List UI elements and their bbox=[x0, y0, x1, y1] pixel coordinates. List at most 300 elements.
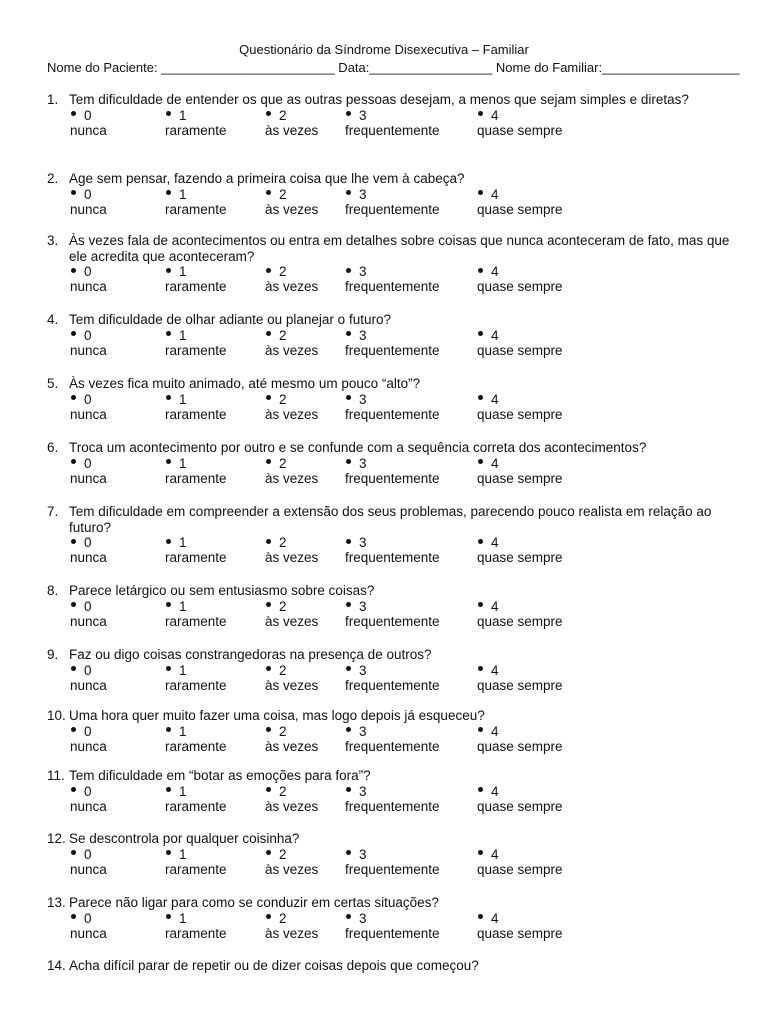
bullet-icon bbox=[346, 268, 351, 273]
bullet-icon bbox=[478, 787, 483, 792]
bullet-icon bbox=[71, 602, 76, 607]
answer-option-2[interactable] bbox=[265, 392, 318, 423]
question-number: 3. bbox=[47, 233, 59, 248]
option-value: 4 bbox=[491, 662, 499, 678]
option-label: às vezes bbox=[265, 798, 319, 814]
answer-option-3[interactable] bbox=[345, 456, 440, 487]
option-value: 2 bbox=[279, 327, 287, 343]
answer-option-3[interactable] bbox=[345, 328, 440, 359]
bullet-icon bbox=[346, 539, 351, 544]
option-value: 2 bbox=[279, 783, 287, 799]
option-label: frequentemente bbox=[345, 613, 440, 629]
bullet-icon bbox=[71, 190, 76, 195]
option-value: 1 bbox=[179, 783, 187, 799]
option-value: 2 bbox=[279, 723, 287, 739]
option-label: frequentemente bbox=[345, 677, 440, 693]
answer-options bbox=[47, 535, 737, 567]
option-value: 3 bbox=[359, 455, 367, 471]
answer-option-3[interactable] bbox=[345, 264, 440, 295]
answer-option-4[interactable] bbox=[477, 456, 563, 487]
option-label: raramente bbox=[165, 550, 227, 565]
option-label: às vezes bbox=[265, 279, 319, 294]
bullet-icon bbox=[478, 395, 483, 400]
answer-options bbox=[47, 847, 737, 879]
option-label: nunca bbox=[70, 342, 107, 358]
option-value: 4 bbox=[491, 723, 499, 739]
option-label: às vezes bbox=[265, 550, 319, 565]
option-value: 0 bbox=[84, 723, 92, 739]
option-label: nunca bbox=[70, 798, 107, 814]
answer-option-4[interactable] bbox=[477, 599, 563, 630]
option-label: raramente bbox=[165, 798, 227, 814]
option-value: 1 bbox=[179, 598, 187, 614]
option-value: 0 bbox=[84, 783, 92, 799]
answer-option-4[interactable] bbox=[477, 328, 563, 359]
option-label: frequentemente bbox=[345, 279, 440, 294]
question-text: Age sem pensar, fazendo a primeira coisa que lhe vem à cabeça? bbox=[69, 171, 465, 186]
answer-option-0[interactable] bbox=[70, 108, 107, 139]
option-value: 4 bbox=[491, 264, 499, 279]
answer-option-1[interactable] bbox=[165, 911, 227, 942]
answer-option-3[interactable] bbox=[345, 599, 440, 630]
option-label: às vezes bbox=[265, 122, 319, 138]
option-label: às vezes bbox=[265, 861, 319, 877]
bullet-icon bbox=[166, 268, 171, 273]
option-value: 3 bbox=[359, 846, 367, 862]
option-label: às vezes bbox=[265, 406, 319, 422]
question-number: 7. bbox=[47, 504, 59, 519]
option-label: às vezes bbox=[265, 738, 319, 754]
question-item bbox=[47, 768, 737, 816]
option-label: quase sempre bbox=[477, 798, 563, 814]
option-label: quase sempre bbox=[477, 201, 563, 217]
answer-option-4[interactable] bbox=[477, 392, 563, 423]
bullet-icon bbox=[478, 914, 483, 919]
question-text: Parece letárgico ou sem entusiasmo sobre coisas? bbox=[69, 583, 375, 598]
option-label: quase sempre bbox=[477, 470, 563, 486]
option-label: quase sempre bbox=[477, 342, 563, 358]
bullet-icon bbox=[266, 539, 271, 544]
question-number: 10. bbox=[47, 708, 66, 723]
answer-option-0[interactable] bbox=[70, 328, 107, 359]
option-value: 3 bbox=[359, 327, 367, 343]
option-value: 2 bbox=[279, 846, 287, 862]
option-label: quase sempre bbox=[477, 613, 563, 629]
answer-option-0[interactable] bbox=[70, 724, 107, 755]
answer-options bbox=[47, 663, 737, 695]
bullet-icon bbox=[478, 190, 483, 195]
answer-option-3[interactable] bbox=[345, 187, 440, 218]
bullet-icon bbox=[346, 727, 351, 732]
option-label: frequentemente bbox=[345, 925, 440, 941]
option-value: 3 bbox=[359, 264, 367, 279]
answer-options bbox=[47, 187, 737, 219]
answer-option-0[interactable] bbox=[70, 187, 107, 218]
option-value: 4 bbox=[491, 327, 499, 343]
bullet-icon bbox=[478, 666, 483, 671]
option-label: quase sempre bbox=[477, 677, 563, 693]
bullet-icon bbox=[478, 602, 483, 607]
question-item bbox=[47, 583, 737, 631]
bullet-icon bbox=[266, 459, 271, 464]
option-value: 4 bbox=[491, 391, 499, 407]
bullet-icon bbox=[346, 914, 351, 919]
question-number: 1. bbox=[47, 92, 59, 107]
option-value: 1 bbox=[179, 264, 187, 279]
bullet-icon bbox=[346, 395, 351, 400]
answer-option-4[interactable] bbox=[477, 663, 563, 694]
option-label: frequentemente bbox=[345, 406, 440, 422]
option-value: 0 bbox=[84, 391, 92, 407]
page-title: Questionário da Síndrome Disexecutiva – Familiar bbox=[239, 42, 529, 57]
option-value: 1 bbox=[179, 910, 187, 926]
option-value: 0 bbox=[84, 455, 92, 471]
answer-option-0[interactable] bbox=[70, 663, 107, 694]
option-label: nunca bbox=[70, 677, 107, 693]
bullet-icon bbox=[166, 331, 171, 336]
bullet-icon bbox=[71, 727, 76, 732]
option-label: frequentemente bbox=[345, 798, 440, 814]
answer-option-0[interactable] bbox=[70, 456, 107, 487]
answer-option-0[interactable] bbox=[70, 599, 107, 630]
bullet-icon bbox=[478, 727, 483, 732]
bullet-icon bbox=[166, 914, 171, 919]
question-text: Tem dificuldade de entender os que as outras pessoas desejam, a menos que sejam simples e diretas? bbox=[69, 92, 689, 107]
answer-option-4[interactable] bbox=[477, 187, 563, 218]
question-text: Parece não ligar para como se conduzir em certas situações? bbox=[69, 895, 439, 910]
answer-option-0[interactable] bbox=[70, 392, 107, 423]
option-value: 3 bbox=[359, 186, 367, 202]
question-text: Às vezes fala de acontecimentos ou entra em detalhes sobre coisas que nunca aconteceram de fato, mas que ele acredita que aconteceram? bbox=[69, 233, 730, 264]
option-label: raramente bbox=[165, 201, 227, 217]
bullet-icon bbox=[71, 111, 76, 116]
option-value: 1 bbox=[179, 107, 187, 123]
bullet-icon bbox=[266, 850, 271, 855]
answer-option-3[interactable] bbox=[345, 108, 440, 139]
option-label: às vezes bbox=[265, 470, 319, 486]
option-label: quase sempre bbox=[477, 122, 563, 138]
question-number: 11. bbox=[47, 768, 65, 783]
bullet-icon bbox=[266, 914, 271, 919]
bullet-icon bbox=[71, 459, 76, 464]
answer-option-1[interactable] bbox=[165, 724, 227, 755]
option-label: quase sempre bbox=[477, 861, 563, 877]
option-value: 0 bbox=[84, 662, 92, 678]
answer-option-1[interactable] bbox=[165, 328, 227, 359]
option-value: 3 bbox=[359, 535, 367, 550]
option-value: 2 bbox=[279, 910, 287, 926]
question-item bbox=[47, 895, 737, 943]
answer-options bbox=[47, 108, 737, 140]
answer-option-2[interactable] bbox=[265, 847, 318, 878]
bullet-icon bbox=[71, 666, 76, 671]
question-item bbox=[47, 171, 737, 219]
answer-option-0[interactable] bbox=[70, 535, 107, 566]
bullet-icon bbox=[166, 190, 171, 195]
bullet-icon bbox=[266, 190, 271, 195]
option-label: nunca bbox=[70, 861, 107, 877]
bullet-icon bbox=[166, 727, 171, 732]
option-label: quase sempre bbox=[477, 550, 563, 565]
option-value: 4 bbox=[491, 186, 499, 202]
option-value: 1 bbox=[179, 535, 187, 550]
question-item bbox=[47, 708, 737, 756]
option-label: às vezes bbox=[265, 925, 319, 941]
option-label: nunca bbox=[70, 925, 107, 941]
option-label: nunca bbox=[70, 201, 107, 217]
option-label: nunca bbox=[70, 613, 107, 629]
option-label: frequentemente bbox=[345, 122, 440, 138]
answer-option-3[interactable] bbox=[345, 911, 440, 942]
option-value: 2 bbox=[279, 535, 287, 550]
option-value: 3 bbox=[359, 598, 367, 614]
question-number: 9. bbox=[47, 647, 59, 662]
answer-options bbox=[47, 328, 737, 360]
question-text: Tem dificuldade em “botar as emoções para fora”? bbox=[69, 768, 371, 783]
answer-option-1[interactable] bbox=[165, 599, 227, 630]
option-label: frequentemente bbox=[345, 738, 440, 754]
option-label: frequentemente bbox=[345, 861, 440, 877]
option-label: quase sempre bbox=[477, 406, 563, 422]
option-value: 2 bbox=[279, 264, 287, 279]
question-item bbox=[47, 312, 737, 360]
option-label: raramente bbox=[165, 613, 227, 629]
bullet-icon bbox=[478, 459, 483, 464]
answer-option-2[interactable] bbox=[265, 911, 318, 942]
answer-option-2[interactable] bbox=[265, 108, 318, 139]
answer-option-3[interactable] bbox=[345, 724, 440, 755]
question-number: 13. bbox=[47, 895, 66, 910]
option-value: 2 bbox=[279, 186, 287, 202]
option-label: quase sempre bbox=[477, 738, 563, 754]
bullet-icon bbox=[166, 850, 171, 855]
bullet-icon bbox=[266, 602, 271, 607]
answer-options bbox=[47, 392, 737, 424]
answer-option-3[interactable] bbox=[345, 784, 440, 815]
question-number: 8. bbox=[47, 583, 59, 598]
option-value: 1 bbox=[179, 455, 187, 471]
option-value: 1 bbox=[179, 723, 187, 739]
question-text: Se descontrola por qualquer coisinha? bbox=[69, 831, 300, 846]
option-label: raramente bbox=[165, 470, 227, 486]
answer-option-4[interactable] bbox=[477, 264, 563, 295]
bullet-icon bbox=[346, 666, 351, 671]
option-label: raramente bbox=[165, 738, 227, 754]
question-number: 6. bbox=[47, 440, 59, 455]
answer-option-0[interactable] bbox=[70, 784, 107, 815]
bullet-icon bbox=[71, 787, 76, 792]
bullet-icon bbox=[266, 331, 271, 336]
answer-option-2[interactable] bbox=[265, 535, 318, 566]
answer-option-4[interactable] bbox=[477, 108, 563, 139]
option-label: quase sempre bbox=[477, 925, 563, 941]
answer-option-4[interactable] bbox=[477, 535, 563, 566]
option-value: 0 bbox=[84, 910, 92, 926]
question-text: Troca um acontecimento por outro e se confunde com a sequência correta dos acontecimentos? bbox=[69, 440, 647, 455]
answer-option-3[interactable] bbox=[345, 663, 440, 694]
answer-option-3[interactable] bbox=[345, 392, 440, 423]
question-text: Tem dificuldade de olhar adiante ou planejar o futuro? bbox=[69, 312, 391, 327]
bullet-icon bbox=[346, 190, 351, 195]
bullet-icon bbox=[71, 914, 76, 919]
option-label: nunca bbox=[70, 550, 107, 565]
question-item bbox=[47, 831, 737, 879]
bullet-icon bbox=[166, 459, 171, 464]
option-label: nunca bbox=[70, 738, 107, 754]
answer-option-4[interactable] bbox=[477, 847, 563, 878]
bullet-icon bbox=[71, 850, 76, 855]
answer-option-1[interactable] bbox=[165, 784, 227, 815]
question-text: Tem dificuldade em compreender a extensão dos seus problemas, parecendo pouco realista em relação ao futuro? bbox=[69, 504, 712, 535]
option-label: raramente bbox=[165, 122, 227, 138]
answer-option-2[interactable] bbox=[265, 264, 318, 295]
option-value: 4 bbox=[491, 535, 499, 550]
option-label: raramente bbox=[165, 861, 227, 877]
question-number: 12. bbox=[47, 831, 66, 846]
bullet-icon bbox=[266, 268, 271, 273]
option-value: 3 bbox=[359, 783, 367, 799]
question-item bbox=[47, 376, 737, 424]
option-label: frequentemente bbox=[345, 201, 440, 217]
answer-option-1[interactable] bbox=[165, 392, 227, 423]
option-value: 2 bbox=[279, 455, 287, 471]
bullet-icon bbox=[266, 727, 271, 732]
option-value: 3 bbox=[359, 910, 367, 926]
option-value: 4 bbox=[491, 846, 499, 862]
option-value: 0 bbox=[84, 846, 92, 862]
bullet-icon bbox=[478, 539, 483, 544]
answer-option-1[interactable] bbox=[165, 264, 227, 295]
bullet-icon bbox=[71, 539, 76, 544]
option-value: 1 bbox=[179, 327, 187, 343]
bullet-icon bbox=[346, 459, 351, 464]
option-label: frequentemente bbox=[345, 550, 440, 565]
bullet-icon bbox=[71, 331, 76, 336]
option-label: às vezes bbox=[265, 677, 319, 693]
answer-option-2[interactable] bbox=[265, 328, 318, 359]
option-value: 3 bbox=[359, 723, 367, 739]
option-value: 4 bbox=[491, 910, 499, 926]
question-item bbox=[47, 647, 737, 695]
option-label: nunca bbox=[70, 122, 107, 138]
answer-options bbox=[47, 264, 737, 296]
answer-options bbox=[47, 784, 737, 816]
option-label: nunca bbox=[70, 470, 107, 486]
answer-option-1[interactable] bbox=[165, 535, 227, 566]
question-item bbox=[47, 504, 737, 567]
question-text: Faz ou digo coisas constrangedoras na presença de outros? bbox=[69, 647, 432, 662]
bullet-icon bbox=[166, 666, 171, 671]
answer-option-4[interactable] bbox=[477, 911, 563, 942]
bullet-icon bbox=[266, 666, 271, 671]
answer-option-3[interactable] bbox=[345, 535, 440, 566]
answer-option-4[interactable] bbox=[477, 724, 563, 755]
answer-option-2[interactable] bbox=[265, 456, 318, 487]
option-value: 2 bbox=[279, 391, 287, 407]
question-item bbox=[47, 92, 737, 140]
bullet-icon bbox=[71, 395, 76, 400]
answer-option-0[interactable] bbox=[70, 911, 107, 942]
answer-option-1[interactable] bbox=[165, 456, 227, 487]
answer-option-0[interactable] bbox=[70, 264, 107, 295]
answer-option-2[interactable] bbox=[265, 187, 318, 218]
answer-options bbox=[47, 724, 737, 756]
option-label: nunca bbox=[70, 406, 107, 422]
option-label: raramente bbox=[165, 925, 227, 941]
option-label: nunca bbox=[70, 279, 107, 294]
option-value: 1 bbox=[179, 662, 187, 678]
option-value: 0 bbox=[84, 264, 92, 279]
question-item bbox=[47, 440, 737, 488]
answer-option-2[interactable] bbox=[265, 663, 318, 694]
option-label: frequentemente bbox=[345, 342, 440, 358]
option-label: frequentemente bbox=[345, 470, 440, 486]
bullet-icon bbox=[166, 539, 171, 544]
question-number: 2. bbox=[47, 171, 59, 186]
option-value: 0 bbox=[84, 598, 92, 614]
option-value: 0 bbox=[84, 535, 92, 550]
answer-options bbox=[47, 456, 737, 488]
option-value: 2 bbox=[279, 598, 287, 614]
question-text: Às vezes fica muito animado, até mesmo um pouco “alto”? bbox=[69, 376, 421, 391]
option-label: raramente bbox=[165, 279, 227, 294]
answer-option-1[interactable] bbox=[165, 108, 227, 139]
bullet-icon bbox=[346, 111, 351, 116]
option-value: 0 bbox=[84, 107, 92, 123]
bullet-icon bbox=[346, 850, 351, 855]
question-number: 5. bbox=[47, 376, 59, 391]
answer-option-1[interactable] bbox=[165, 663, 227, 694]
option-value: 0 bbox=[84, 186, 92, 202]
answer-option-2[interactable] bbox=[265, 599, 318, 630]
question-text: Uma hora quer muito fazer uma coisa, mas logo depois já esqueceu? bbox=[69, 708, 485, 723]
option-label: raramente bbox=[165, 406, 227, 422]
answer-option-3[interactable] bbox=[345, 847, 440, 878]
option-label: às vezes bbox=[265, 613, 319, 629]
option-value: 4 bbox=[491, 783, 499, 799]
answer-option-1[interactable] bbox=[165, 187, 227, 218]
bullet-icon bbox=[346, 331, 351, 336]
question-number: 14. bbox=[47, 958, 66, 973]
answer-option-1[interactable] bbox=[165, 847, 227, 878]
question-text: Acha difícil parar de repetir ou de dizer coisas depois que começou? bbox=[69, 958, 479, 973]
bullet-icon bbox=[166, 395, 171, 400]
option-value: 4 bbox=[491, 107, 499, 123]
answer-option-2[interactable] bbox=[265, 784, 318, 815]
bullet-icon bbox=[166, 602, 171, 607]
answer-option-2[interactable] bbox=[265, 724, 318, 755]
answer-option-0[interactable] bbox=[70, 847, 107, 878]
option-value: 4 bbox=[491, 598, 499, 614]
question-item bbox=[47, 958, 737, 974]
bullet-icon bbox=[346, 602, 351, 607]
bullet-icon bbox=[166, 111, 171, 116]
option-value: 3 bbox=[359, 391, 367, 407]
answer-option-4[interactable] bbox=[477, 784, 563, 815]
answer-options bbox=[47, 599, 737, 631]
option-value: 3 bbox=[359, 107, 367, 123]
option-value: 4 bbox=[491, 455, 499, 471]
option-label: às vezes bbox=[265, 342, 319, 358]
bullet-icon bbox=[478, 111, 483, 116]
patient-header-line: Nome do Paciente: ________________________ Data:_________________ Nome do Familiar:___________________ bbox=[47, 60, 740, 75]
option-label: raramente bbox=[165, 342, 227, 358]
bullet-icon bbox=[166, 787, 171, 792]
bullet-icon bbox=[478, 850, 483, 855]
bullet-icon bbox=[266, 395, 271, 400]
question-number: 4. bbox=[47, 312, 59, 327]
option-value: 2 bbox=[279, 662, 287, 678]
